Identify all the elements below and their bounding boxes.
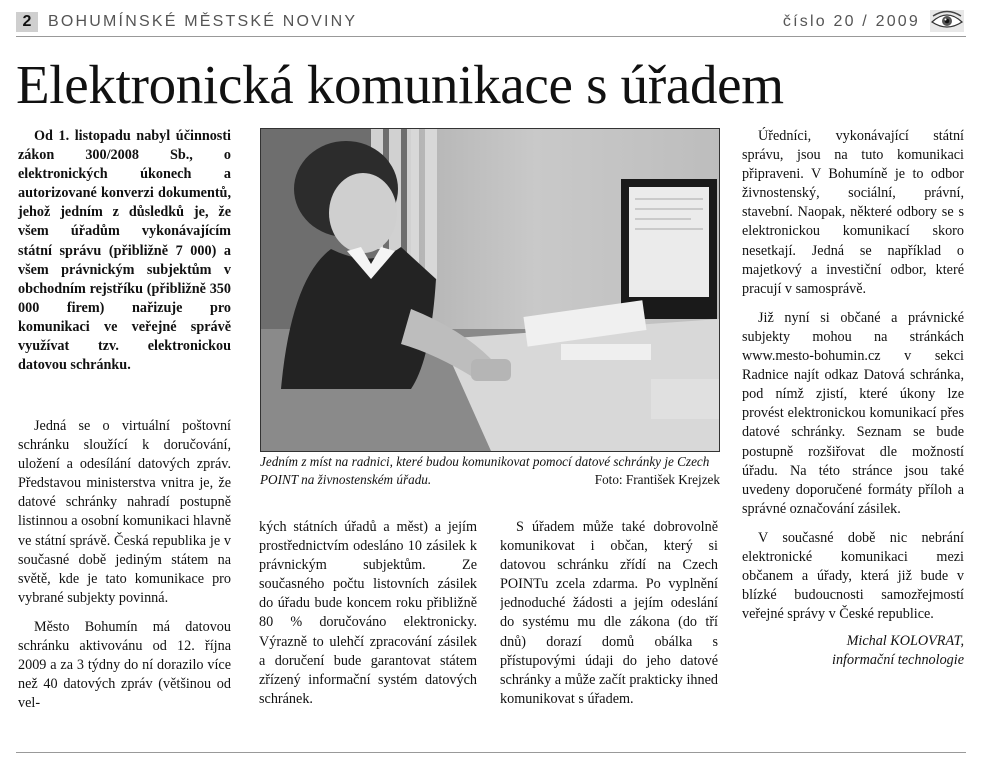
bottom-rule [16,752,966,753]
page-header [16,8,966,37]
column-2 [18,417,231,747]
body-paragraph: Město Bohumín má datovou schránku aktivovánu od 12. října 2009 a za 3 týdny do ní dorazilo více než 40 datových zpráv (většinou od vel- [18,618,231,712]
issue-number: číslo 20 / 2009 [782,13,920,30]
body-paragraph: Již nyní si občané a právnické subjekty mohou na stránkách www.mesto-bohumin.cz v sekci Radnice najít odkaz Datová schránka, pod nímž zjistí, které úkony lze provést elektronickou komunikací přes datové schránky. Seznam se bude postupně rozšiřovat dle možností úřadu. Na této stránce jsou také uvedeny doporučené formáty příloh a správné označování zásilek. [742,309,964,517]
publication-name: BOHUMÍNSKÉ MĚSTSKÉ NOVINY [48,13,358,30]
body-paragraph: Úředníci, vykonávající státní správu, jsou na tuto komunikaci připraveni. V Bohumíně je to odbor živnostenský, sociální, právní, stavební. Naopak, některé odbory se s elektronickou komunikací skoro nesetkají. Jedná se například o majetkový a investiční odbor, které pracují v samosprávě. [742,128,964,297]
lead-paragraph: Od 1. listopadu nabyl účinnosti zákon 300/2008 Sb., o elektronických úkonech a autorizované konverzi dokumentů, jehož jedním z důsledků je, že všem úřadům vykonávajícím státní správu (přibližně 7 000) a všem právnickým subjektům v obchodním rejstříku (přibližně 350 000 firem) nařizuje pro komunikaci ve veřejné správě využívat tzv. elektronickou datovou schránku. [18,128,231,374]
author-signature [742,632,964,670]
photo-caption [260,453,720,489]
body-paragraph: V současné době nic nebrání elektronické komunikaci mezi občanem a úřady, která již bude v blízké budoucnosti samozřejmostí veřejné správy v České republice. [742,529,964,623]
article-photo [260,128,720,452]
column-1 [18,127,231,375]
column-4 [500,518,718,748]
article-title: Elektronická komunikace s úřadem [16,54,784,115]
column-3 [259,518,477,748]
body-paragraph: kých státních úřadů a měst) a jejím prostřednictvím odesláno 10 zásilek k právnickým subjektům. Ze současného počtu listovních zásilek do úřadu bude koncem roku přibližně 80 % doručováno elektronicky. Výrazně to ulehčí zpracování zásilek a doručení bude garantovat státem zřízený informační systém datových schránek. [259,519,477,707]
column-5 [742,127,964,670]
author-name: Michal KOLOVRAT, [846,633,964,650]
office-worker-photo [261,129,719,451]
page-number: 2 [16,12,38,32]
author-role: informační technologie [832,652,964,669]
photo-credit: Foto: František Krejzek [594,472,720,487]
eye-icon [930,10,964,32]
body-paragraph: Jedná se o virtuální poštovní schránku sloužící k doručování, uložení a odesílání datových zpráv. Představou ministerstva vnitra je, že datové schránky nahradí postupně listinnou a osobní komunikaci hlavně ve státní správě. Česká republika je v současné době jediným státem na světě, kde je tato komunikace pro vybrané subjekty povinná. [18,418,231,606]
body-paragraph: S úřadem může také dobrovolně komunikovat i občan, který si datovou schránku zřídí na Czech POINTu zcela zdarma. Po vyplnění jednoduché žádosti a jejím odeslání do systému mu dle zákona (do tří dnů) dorazí domů obálka s přístupovými údaji do jeho datové schránky a může začít prakticky ihned komunikovat s úřadem. [500,519,718,707]
caption-text: Jedním z míst na radnici, které budou komunikovat pomocí datové schránky je Czech POINT na živnostenském úřadu. [260,454,710,487]
